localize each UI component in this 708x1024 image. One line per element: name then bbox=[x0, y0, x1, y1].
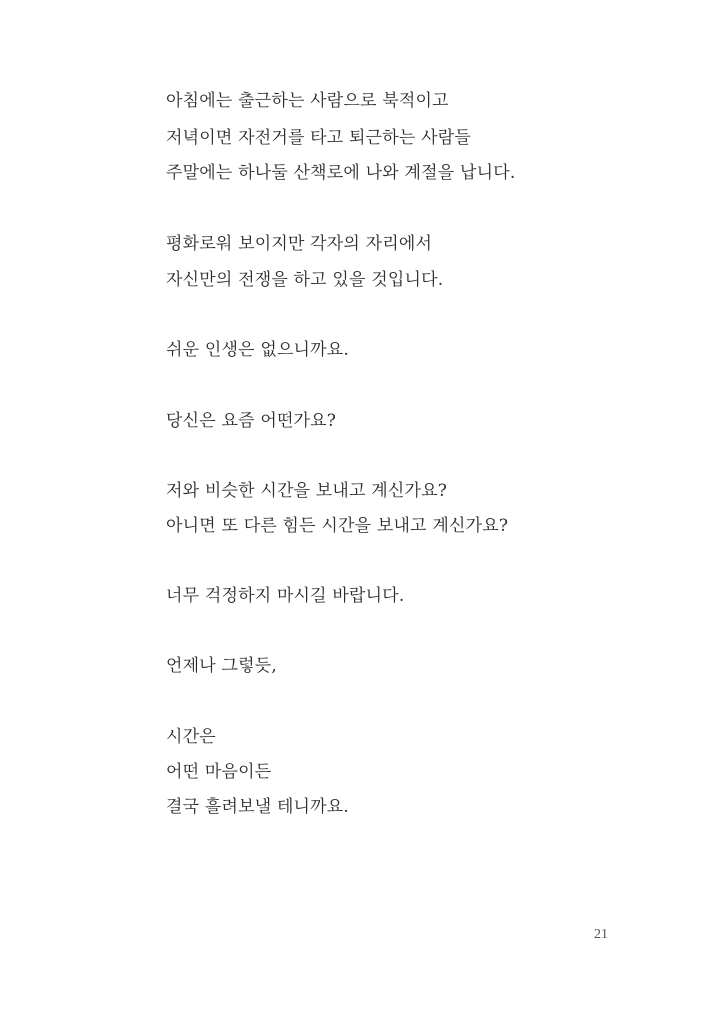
text-line: 평화로워 보이지만 각자의 자리에서 bbox=[166, 234, 433, 254]
text-line: 어떤 마음이든 bbox=[166, 762, 272, 782]
text-line: 언제나 그렇듯, bbox=[166, 656, 277, 676]
text-line: 아니면 또 다른 힘든 시간을 보내고 계신가요? bbox=[166, 516, 509, 536]
text-line: 아침에는 출근하는 사람으로 북적이고 bbox=[166, 91, 449, 111]
text-line: 너무 걱정하지 마시길 바랍니다. bbox=[166, 586, 405, 606]
text-line: 결국 흘려보낼 테니까요. bbox=[166, 797, 350, 817]
text-line: 자신만의 전쟁을 하고 있을 것입니다. bbox=[166, 270, 444, 290]
text-line: 주말에는 하나둘 산책로에 나와 계절을 납니다. bbox=[166, 163, 516, 183]
text-line: 저와 비슷한 시간을 보내고 계신가요? bbox=[166, 481, 448, 501]
text-line: 당신은 요즘 어떤가요? bbox=[166, 411, 337, 431]
text-line: 시간은 bbox=[166, 727, 216, 747]
text-line: 저녁이면 자전거를 타고 퇴근하는 사람들 bbox=[166, 128, 471, 148]
page-number: 21 bbox=[594, 927, 608, 942]
text-line: 쉬운 인생은 없으니까요. bbox=[166, 340, 350, 360]
